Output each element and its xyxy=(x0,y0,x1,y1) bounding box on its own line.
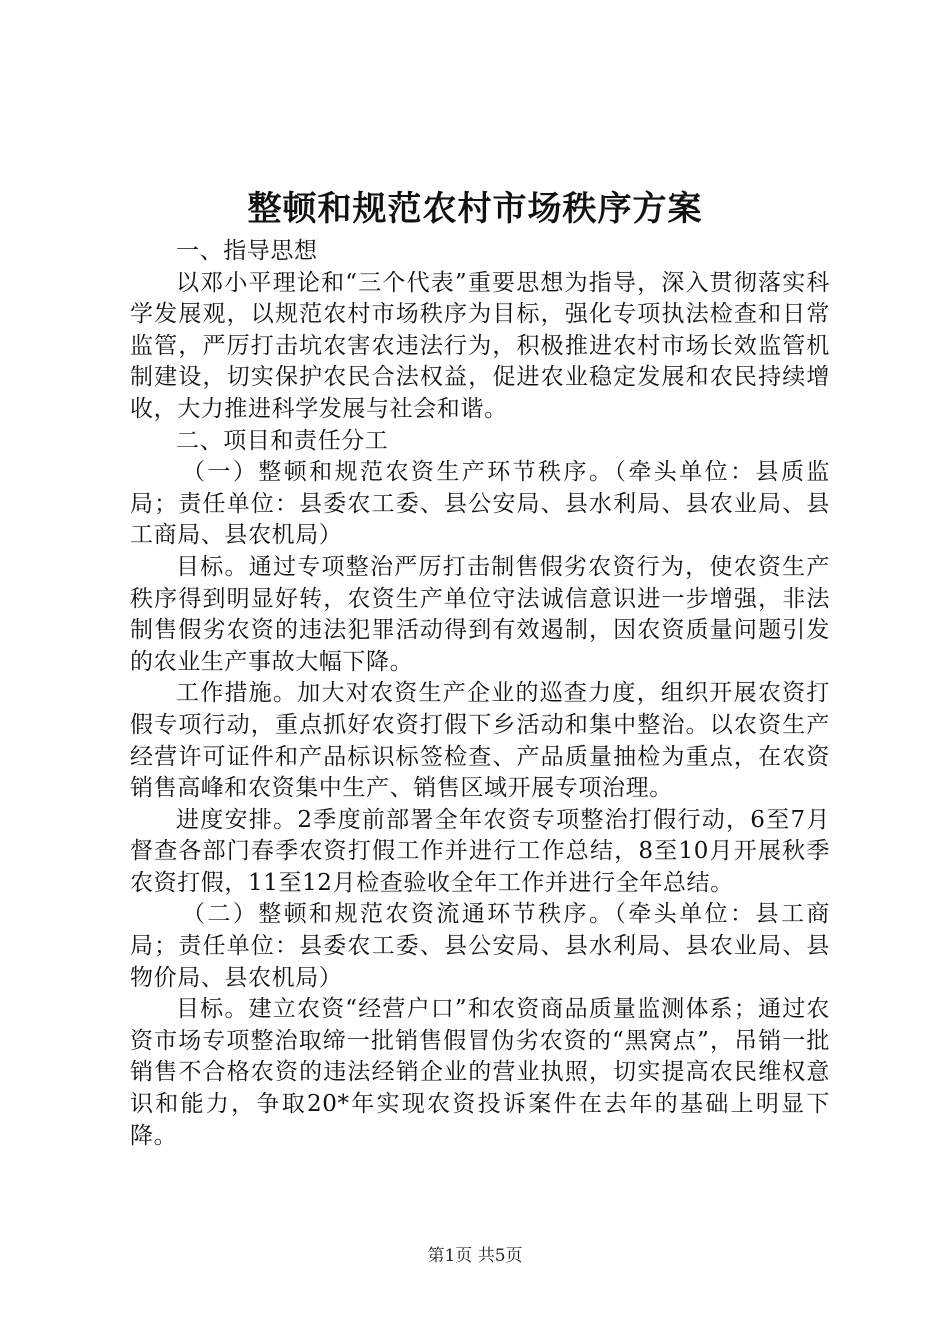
paragraph-guiding-ideology: 以邓小平理论和“三个代表”重要思想为指导，深入贯彻落实科学发展观，以规范农村市场秩序为目标，强化专项执法检查和日常监管，严厉打击坑农害农违法行为，积极推进农村市场长效监管机制建设，切实保护农民合法权益，促进农业稳定发展和农民持续增收，大力推进科学发展与社会和谐。 xyxy=(130,269,830,422)
document-title: 整顿和规范农村市场秩序方案 xyxy=(247,189,703,229)
paragraph-production-measures: 工作措施。加大对农资生产企业的巡查力度，组织开展农资打假专项行动，重点抓好农资打假下乡活动和集中整治。以农资生产经营许可证件和产品标识标签检查、产品质量抽检为重点，在农资销售高峰和农资集中生产、销售区域开展专项治理。 xyxy=(130,680,830,802)
document-body xyxy=(130,236,830,1152)
subsection-circulation: （二）整顿和规范农资流通环节秩序。（牵头单位：县工商局；责任单位：县委农工委、县公安局、县水利局、县农业局、县物价局、县农机局） xyxy=(130,901,830,991)
paragraph-circulation-goal: 目标。建立农资“经营户口”和农资商品质量监测体系；通过农资市场专项整治取缔一批销售假冒伪劣农资的“黑窝点”，吊销一批销售不合格农资的违法经销企业的营业执照，切实提高农民维权意识和能力，争取20*年实现农资投诉案件在去年的基础上明显下降。 xyxy=(130,996,830,1149)
subsection-production: （一）整顿和规范农资生产环节秩序。（牵头单位：县质监局；责任单位：县委农工委、县公安局、县水利局、县农业局、县工商局、县农机局） xyxy=(130,459,830,549)
section-heading-guiding-ideology: 一、指导思想 xyxy=(176,238,318,264)
paragraph-production-goal: 目标。通过专项整治严厉打击制售假劣农资行为，使农资生产秩序得到明显好转，农资生产单位守法诚信意识进一步增强，非法制售假劣农资的违法犯罪活动得到有效遏制，因农资质量问题引发的农业生产事故大幅下降。 xyxy=(130,553,830,675)
paragraph-production-schedule: 进度安排。2季度前部署全年农资专项整治打假行动，6至7月督查各部门春季农资打假工作并进行工作总结，8至10月开展秋季农资打假，11至12月检查验收全年工作并进行全年总结。 xyxy=(130,806,830,896)
page-number-footer: 第1页 共5页 xyxy=(427,1246,523,1266)
section-heading-projects: 二、项目和责任分工 xyxy=(176,427,389,454)
